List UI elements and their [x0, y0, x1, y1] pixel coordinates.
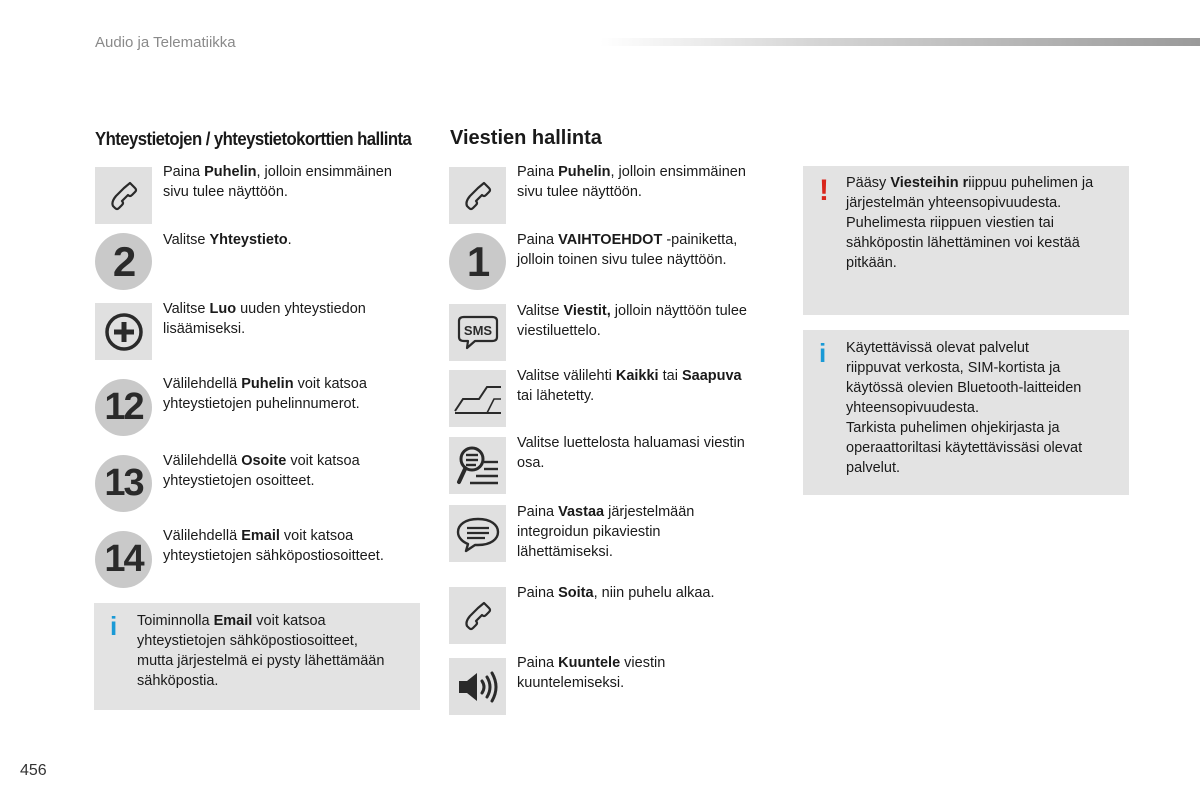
step-text: Valitse luettelosta haluamasi viestin osa.	[517, 435, 745, 471]
step-text: Valitse Viestit, jolloin näyttöön tulee viestiluettelo.	[517, 303, 748, 339]
step-number: 1	[449, 233, 506, 290]
step-number: 13	[95, 455, 152, 512]
section-title-messages: Viestien hallinta	[450, 127, 602, 149]
step-text: Paina Puhelin, jolloin ensimmäinen sivu tulee näyttöön.	[517, 164, 746, 200]
info-icon: i	[819, 338, 827, 368]
sms-icon	[449, 304, 506, 361]
info-note-email	[94, 603, 420, 710]
section-title-contacts: Yhteystietojen / yhteystietokorttien hallinta	[95, 129, 412, 149]
note-text: Pääsy Viesteihin riippuu puhelimen ja järjestelmän yhteensopivuudesta. Puhelimesta riippuen viestien tai sähköpostin lähettäminen voi kestää pitkään.	[846, 175, 1094, 271]
tab-icon	[449, 370, 506, 427]
step-number: 14	[95, 531, 152, 588]
step-text: Paina Kuuntele viestin kuuntelemiseksi.	[517, 655, 666, 691]
phone-icon	[449, 167, 506, 224]
info-icon: i	[110, 611, 118, 641]
warning-note	[803, 166, 1129, 315]
step-text: Paina Soita, niin puhelu alkaa.	[517, 585, 715, 601]
step-text: Paina Vastaa järjestelmään integroidun pikaviestin lähettämiseksi.	[517, 504, 695, 560]
step-text: Välilehdellä Email voit katsoa yhteystietojen sähköpostiosoitteet.	[163, 528, 384, 564]
info-note-services	[803, 330, 1129, 495]
plus-circle-icon	[95, 303, 152, 360]
step-text: Valitse välilehti Kaikki tai Saapuva tai lähetetty.	[517, 368, 742, 404]
step-text: Valitse Yhteystieto.	[163, 232, 292, 248]
running-header: Audio ja Telematiikka	[95, 34, 236, 51]
step-number: 2	[95, 233, 152, 290]
phone-icon	[95, 167, 152, 224]
header-rule	[600, 38, 1200, 46]
message-reply-icon	[449, 505, 506, 562]
warning-icon: !	[819, 174, 829, 207]
step-text: Valitse Luo uuden yhteystiedon lisäämiseksi.	[163, 301, 366, 337]
step-text: Välilehdellä Osoite voit katsoa yhteystietojen osoitteet.	[163, 453, 360, 489]
step-text: Välilehdellä Puhelin voit katsoa yhteystietojen puhelinnumerot.	[163, 376, 367, 412]
step-number: 12	[95, 379, 152, 436]
page-number: 456	[20, 762, 47, 779]
note-text: Toiminnolla Email voit katsoa yhteystietojen sähköpostiosoitteet, mutta järjestelmä ei pysty lähettämään sähköpostia.	[137, 613, 385, 689]
step-text: Paina VAIHTOEHDOT -painiketta, jolloin toinen sivu tulee näyttöön.	[517, 232, 738, 268]
speaker-icon	[449, 658, 506, 715]
sms-label: SMS	[463, 322, 492, 338]
step-text: Paina Puhelin, jolloin ensimmäinen sivu tulee näyttöön.	[163, 164, 392, 200]
search-list-icon	[449, 437, 506, 494]
note-text: Käytettävissä olevat palvelut riippuvat verkosta, SIM-kortista ja käytössä olevien Bluetooth-laitteiden yhteensopivuudesta. Tarkista puhelimen ohjekirjasta ja operaattoriltasi käytettävissäsi olevat palvelut.	[846, 340, 1083, 476]
phone-icon	[449, 587, 506, 644]
